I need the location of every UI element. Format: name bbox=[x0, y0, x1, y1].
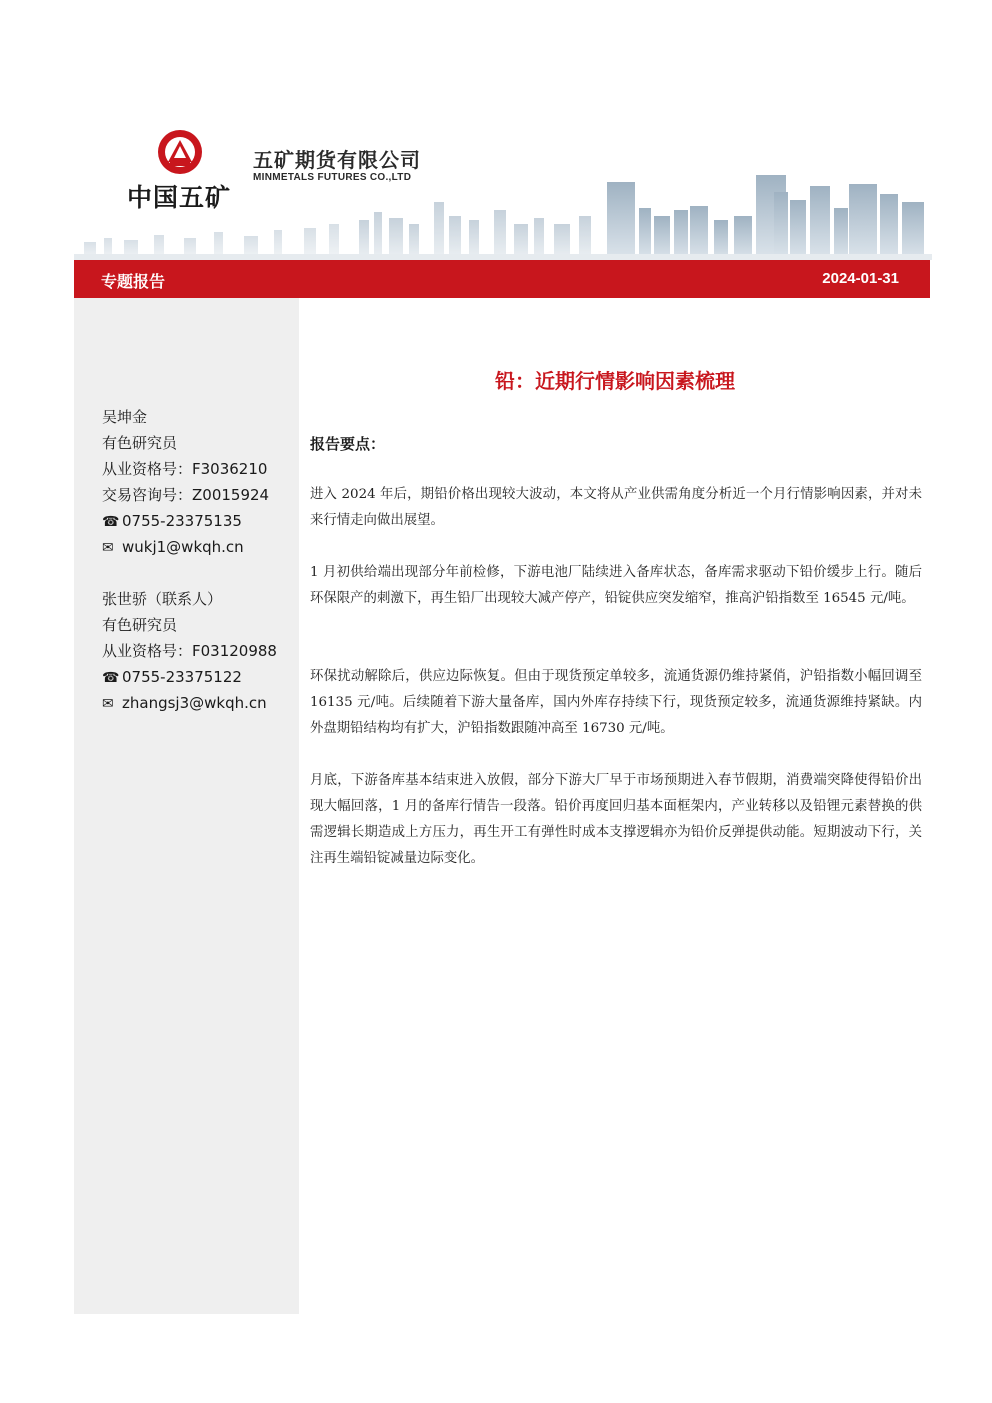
analyst-email[interactable]: zhangsj3@wkqh.cn bbox=[122, 694, 267, 712]
report-title: 铅：近期行情影响因素梳理 bbox=[495, 369, 735, 393]
company-name-cn: 五矿期货有限公司 bbox=[253, 148, 421, 172]
analyst-email-row bbox=[102, 534, 302, 560]
report-paragraph: 1 月初供给端出现部分年前检修，下游电池厂陆续进入备库状态，备库需求驱动下铅价缓步上行。随后环保限产的刺激下，再生铅厂出现较大减产停产，铅锭供应突发缩窄，推高沪铅指数至 16545 元/吨。 bbox=[310, 565, 922, 606]
analyst-role: 有色研究员 bbox=[102, 434, 178, 452]
analyst-email[interactable]: wukj1@wkqh.cn bbox=[122, 538, 244, 556]
analyst-card bbox=[102, 404, 302, 560]
analyst-card bbox=[102, 586, 302, 716]
analyst-consult-license: 交易咨询号：Z0015924 bbox=[102, 486, 270, 504]
email-icon: ✉ bbox=[102, 540, 114, 556]
analyst-role: 有色研究员 bbox=[102, 616, 178, 634]
analyst-phone-row bbox=[102, 508, 302, 534]
report-paragraph: 月底，下游备库基本结束进入放假，部分下游大厂早于市场预期进入春节假期，消费端突降使得铅价出现大幅回落，1 月的备库行情告一段落。铅价再度回归基本面框架内，产业转移以及铅锂元素替换的供需逻辑长期造成上方压力，再生开工有弹性时成本支撑逻辑亦为铅价反弹提供动能。短期波动下行，关注再生端铅锭减量边际变化。 bbox=[310, 773, 922, 866]
brand-name: 中国五矿 bbox=[127, 183, 232, 212]
report-paragraph: 环保扰动解除后，供应边际恢复。但由于现货预定单较多，流通货源仍维持紧俏，沪铅指数小幅回调至 16135 元/吨。后续随着下游大量备库，国内外库存持续下行，现货预定较多，流通货源维持紧缺。内外盘期铅结构均有扩大，沪铅指数跟随冲高至 16730 元/吨。 bbox=[310, 669, 922, 736]
phone-icon: ☎ bbox=[102, 670, 120, 686]
company-name-en: MINMETALS FUTURES CO.,LTD bbox=[253, 172, 412, 183]
analyst-email-row bbox=[102, 690, 302, 716]
analyst-sidebar bbox=[74, 298, 299, 1314]
report-date: 2024-01-31 bbox=[822, 270, 899, 287]
section-heading: 报告要点： bbox=[310, 435, 386, 453]
china-minmetals-logo bbox=[156, 128, 204, 176]
report-banner bbox=[74, 260, 930, 298]
phone-icon: ☎ bbox=[102, 514, 120, 530]
analyst-name: 张世骄（联系人） bbox=[102, 590, 223, 608]
report-paragraph: 进入 2024 年后，期铅价格出现较大波动，本文将从产业供需角度分析近一个月行情影响因素，并对未来行情走向做出展望。 bbox=[310, 487, 922, 528]
email-icon: ✉ bbox=[102, 696, 114, 712]
analyst-phone-row bbox=[102, 664, 302, 690]
analyst-license: 从业资格号：F03120988 bbox=[102, 642, 277, 660]
report-type-label: 专题报告 bbox=[101, 272, 166, 291]
analyst-name: 吴坤金 bbox=[102, 408, 148, 426]
analyst-license: 从业资格号：F3036210 bbox=[102, 460, 268, 478]
analyst-phone: 0755-23375135 bbox=[122, 512, 242, 530]
analyst-phone: 0755-23375122 bbox=[122, 668, 242, 686]
